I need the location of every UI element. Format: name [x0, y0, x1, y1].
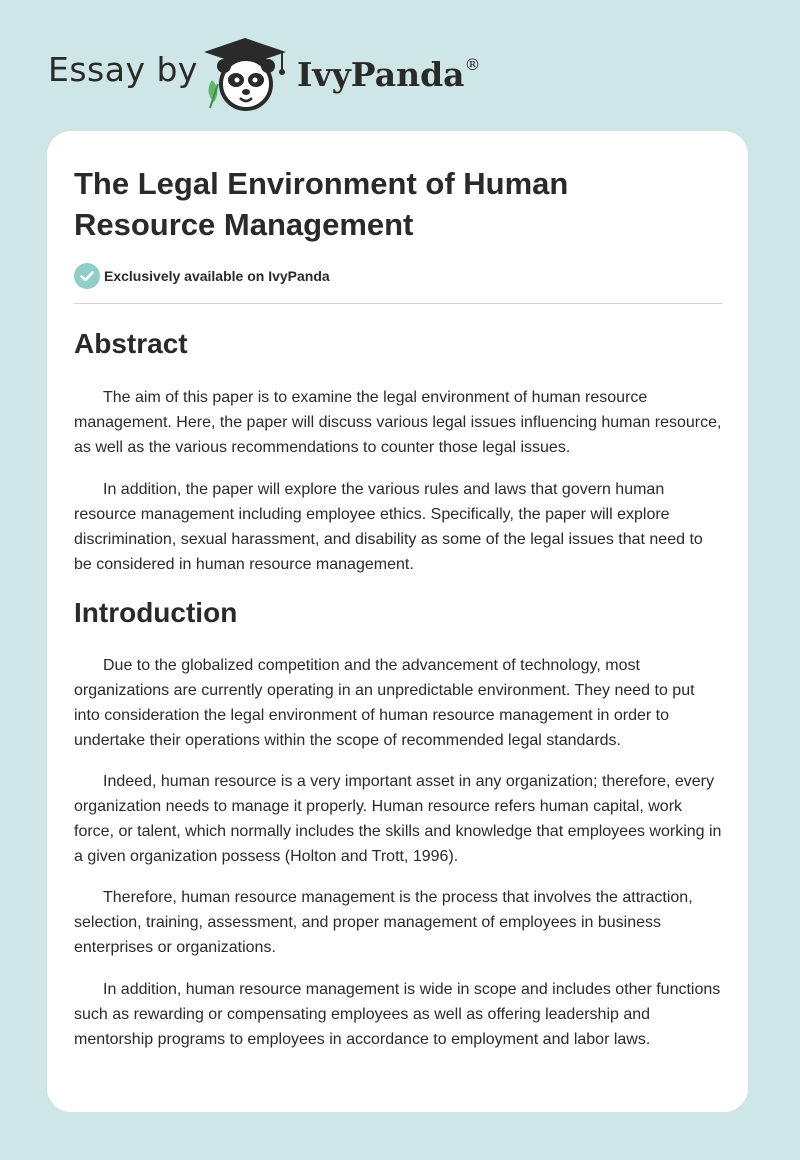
section-heading-abstract: Abstract — [74, 328, 188, 359]
panda-mascot-icon — [200, 36, 290, 112]
essay-title: The Legal Environment of Human Resource Management — [74, 166, 569, 242]
exclusive-label: Exclusively available on IvyPanda — [104, 268, 330, 284]
brand-name-text: IvyPanda — [297, 55, 465, 94]
paragraph: Indeed, human resource is a very important asset in any organization; therefore, every organization needs to manage it properly. Human resource refers human capital, work force, or talent, which normally includes the skills and knowledge that employees working in a given organization possess (Holton and Trott, 1996). — [74, 773, 722, 865]
site-header — [0, 0, 800, 120]
paragraph: Therefore, human resource management is the process that involves the attraction, selection, training, assessment, and proper management of employees in business enterprises or organizations. — [74, 889, 693, 956]
exclusive-badge — [74, 263, 330, 289]
paragraph: In addition, human resource management is wide in scope and includes other functions such as rewarding or compensating employees as well as offering leadership and mentorship programs to employees in accordance to employment and labor laws. — [74, 981, 721, 1048]
ivypanda-logo[interactable] — [200, 36, 290, 112]
essay-by-label: Essay by — [48, 50, 198, 89]
section-heading-introduction: Introduction — [74, 597, 238, 628]
paragraph: Due to the globalized competition and the advancement of technology, most organizations are currently operating in an unpredictable environment. They need to put into consideration the legal environment of human resource management in order to undertake their operations within the scope of recommended legal standards. — [74, 657, 695, 749]
registered-mark: ® — [464, 55, 481, 74]
essay-card — [47, 131, 748, 1112]
divider — [74, 303, 722, 304]
paragraph: The aim of this paper is to examine the legal environment of human resource management. Here, the paper will discuss various legal issues influencing human resource, as well as the various recommendations to counter those legal issues. — [74, 389, 722, 456]
check-circle-icon — [74, 263, 100, 289]
paragraph: In addition, the paper will explore the various rules and laws that govern human resource management including employee ethics. Specifically, the paper will explore discrimination, sexual harassment, and disability as some of the legal issues that need to be considered in human resource management. — [74, 481, 703, 573]
brand-name[interactable] — [297, 55, 481, 94]
